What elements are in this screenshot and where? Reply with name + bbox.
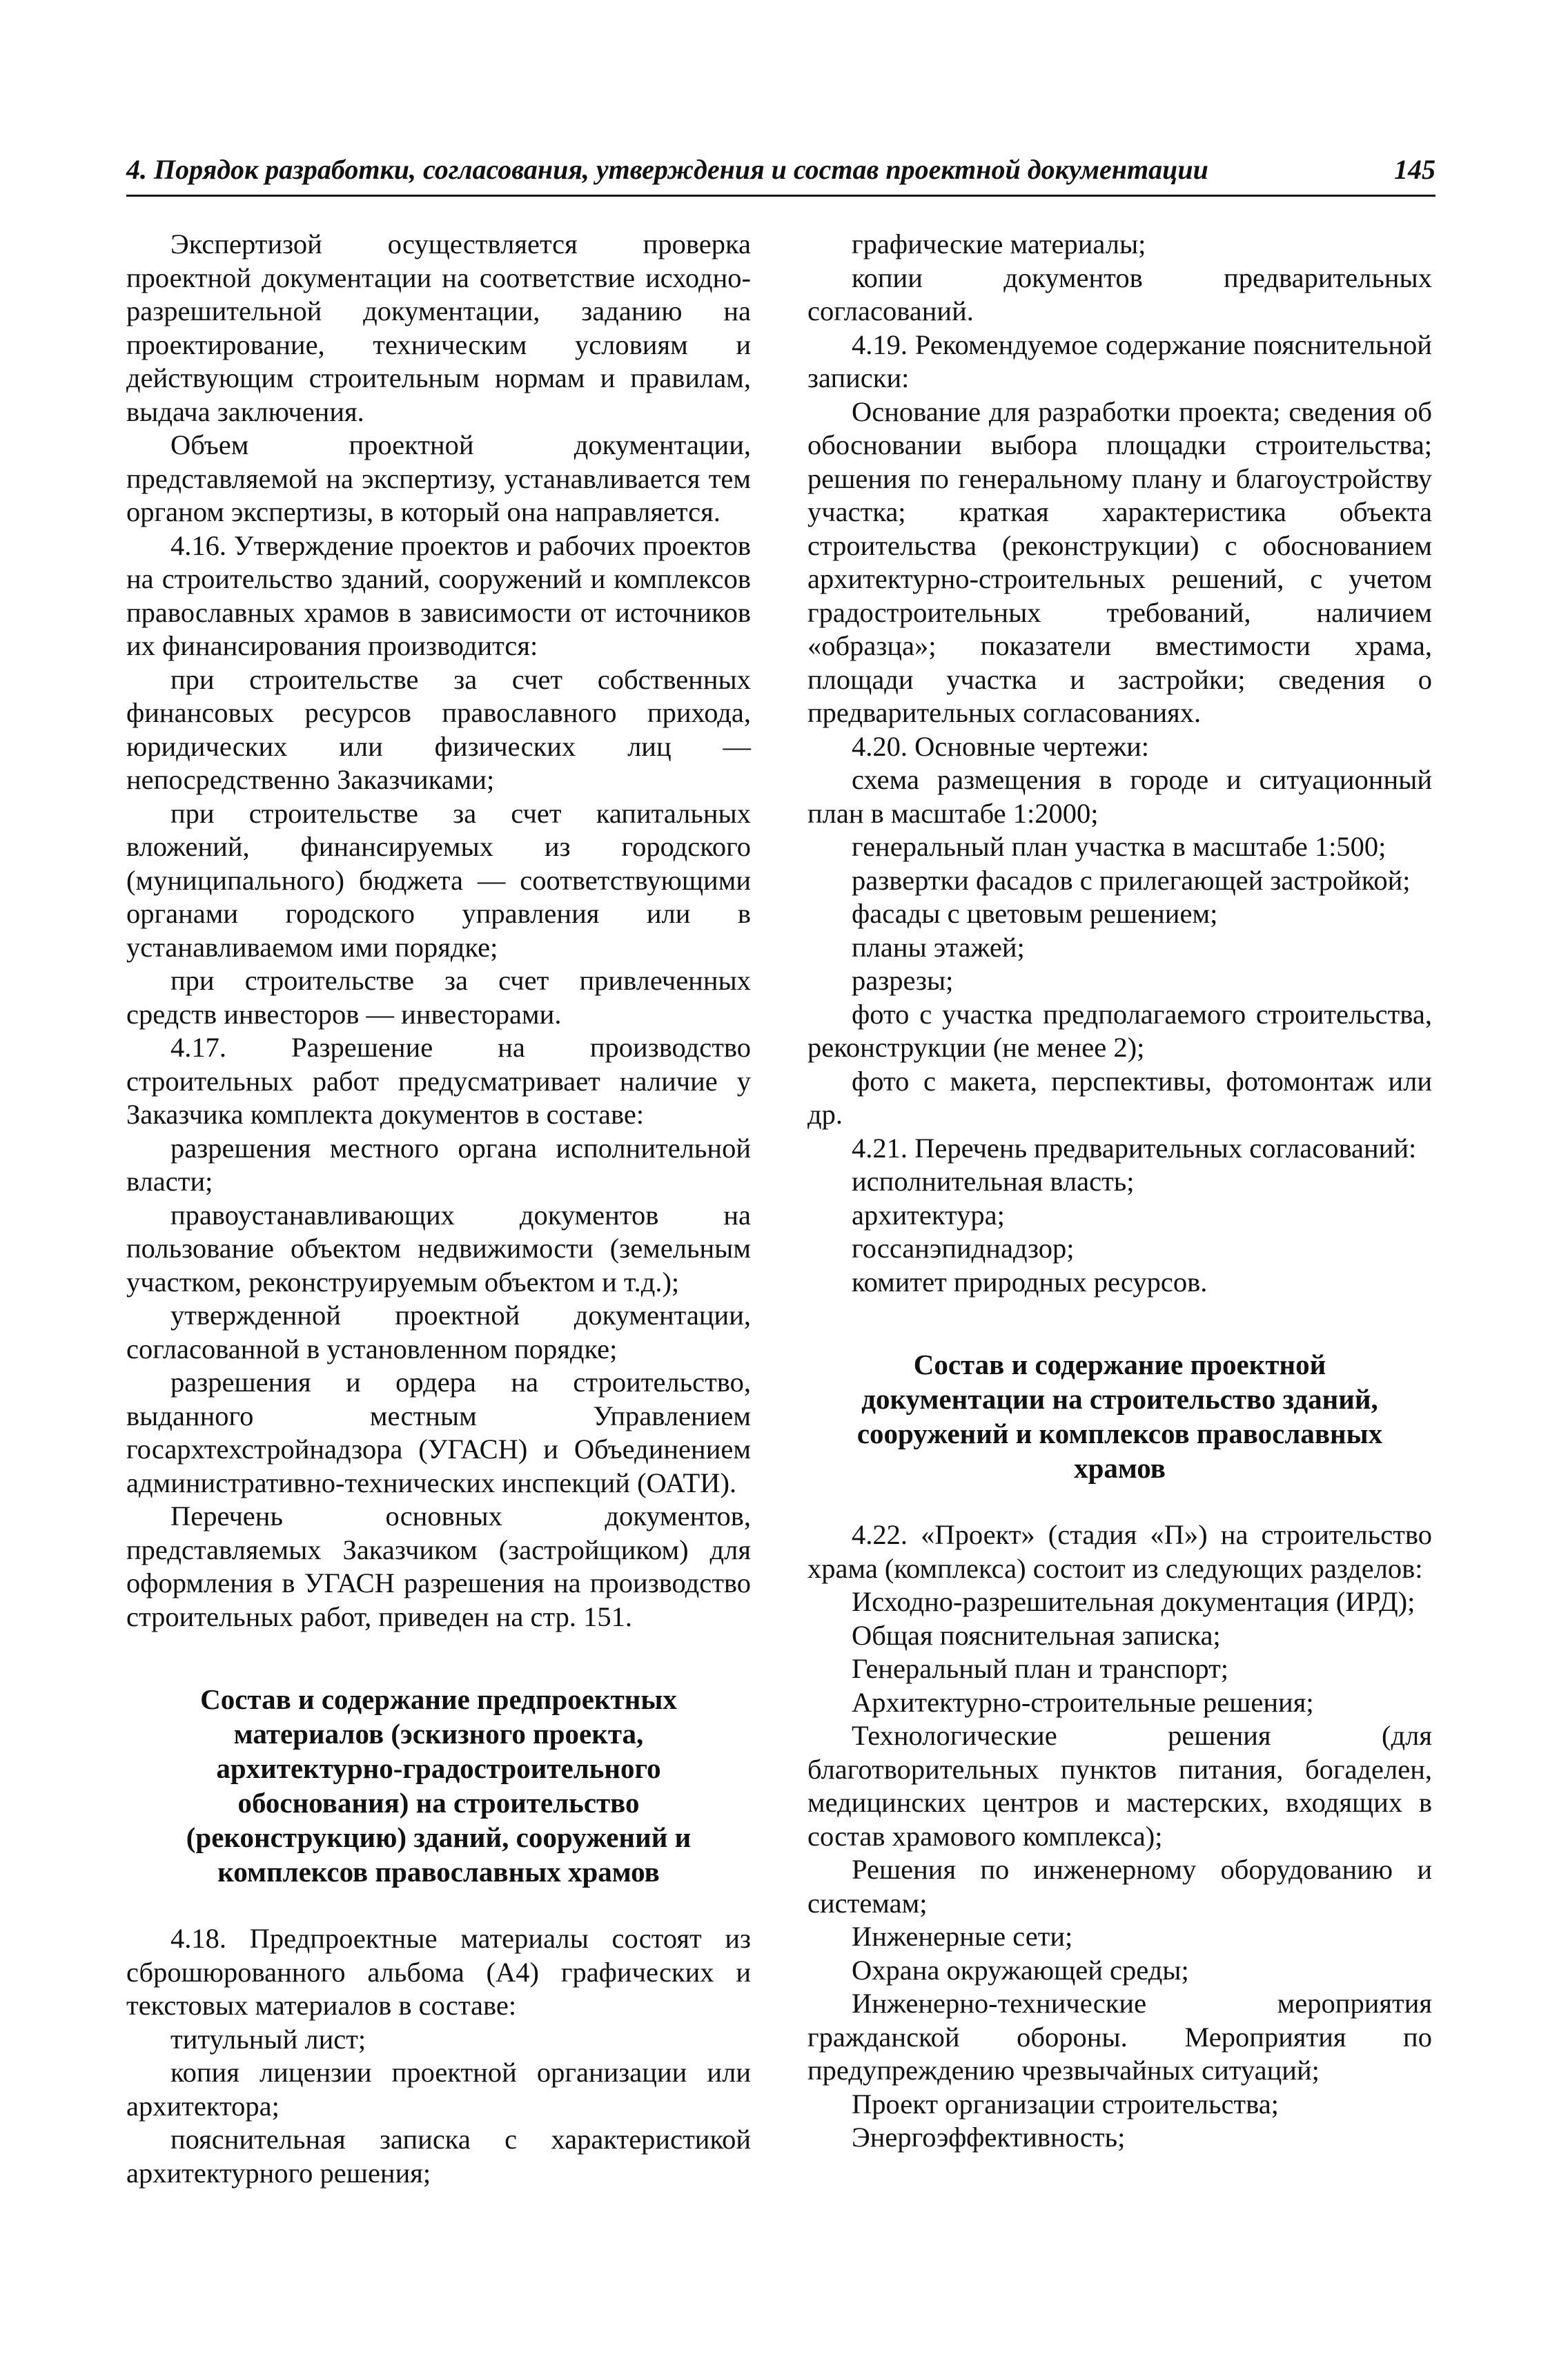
paragraph: Объем проектной документации, представляемой на экспертизу, устанавливается тем органом экспертизы, в который она направляется.: [126, 429, 751, 527]
paragraph: Технологические решения (для благотворительных пунктов питания, богаделен, медицинских центров и мастерских, входящих в состав храмового комплекса);: [807, 1720, 1432, 1852]
paragraph: Генеральный план и транспорт;: [852, 1653, 1229, 1684]
paragraph: копия лицензии проектной организации или архитектора;: [126, 2057, 751, 2122]
right-column: [807, 228, 1432, 2155]
paragraph: при строительстве за счет собственных финансовых ресурсов православного прихода, юридических или физических лиц — непосредственно Заказчиками;: [126, 663, 751, 795]
paragraph: 4.21. Перечень предварительных согласований:: [852, 1132, 1417, 1164]
paragraph: копии документов предварительных согласований.: [807, 262, 1432, 326]
paragraph: 4.22. «Проект» (стадия «П») на строительство храма (комплекса) состоит из следующих разделов:: [807, 1519, 1432, 1584]
paragraph: фасады с цветовым решением;: [852, 898, 1218, 929]
paragraph: Охрана окружающей среды;: [852, 1954, 1189, 1986]
paragraph: разрешения и ордера на строительство, выданного местным Управлением госархтехстройнадзора (УГАСН) и Объединением административно-технических инспекций (ОАТИ).: [126, 1367, 751, 1498]
paragraph: генеральный план участка в масштабе 1:500;: [852, 831, 1386, 862]
paragraph: фото с макета, перспективы, фотомонтаж или др.: [807, 1065, 1432, 1130]
paragraph: Энергоэффективность;: [852, 2122, 1126, 2153]
paragraph: Инженерные сети;: [852, 1921, 1073, 1952]
paragraph: Решения по инженерному оборудованию и системам;: [807, 1854, 1432, 1919]
paragraph: Исходно-разрешительная документация (ИРД);: [852, 1586, 1415, 1617]
paragraph: исполнительная власть;: [852, 1166, 1135, 1197]
paragraph: Проект организации строительства;: [852, 2088, 1279, 2120]
page-number: 145: [1394, 154, 1435, 185]
paragraph: 4.17. Разрешение на производство строительных работ предусматривает наличие у Заказчика комплекта документов в составе:: [126, 1032, 751, 1130]
paragraph: правоустанавливающих документов на пользование объектом недвижимости (земельным участком, реконструируемым объектом и т.д.);: [126, 1199, 751, 1298]
paragraph: архитектура;: [852, 1199, 1005, 1231]
header-rule: [126, 195, 1435, 197]
paragraph: Основание для разработки проекта; сведения об обосновании выбора площадки строительства; решения по генеральному плану и благоустройству участка; краткая характеристика объекта строительства (реконструкции) с обоснованием архитектурно-строительных решений, с учетом градостроительных требований, наличием «образца»; показатели вместимости храма, площади участка и застройки; сведения о предварительных согласованиях.: [807, 395, 1432, 728]
paragraph: графические материалы;: [852, 228, 1146, 260]
paragraph: Архитектурно-строительные решения;: [852, 1686, 1314, 1718]
paragraph: комитет природных ресурсов.: [852, 1266, 1208, 1298]
paragraph: Инженерно-технические мероприятия гражданской обороны. Мероприятия по предупреждению чрезвычайных ситуаций;: [807, 1988, 1432, 2086]
left-column: [126, 228, 751, 2190]
running-head: [126, 153, 1435, 186]
paragraph: Общая пояснительная записка;: [852, 1619, 1221, 1651]
paragraph: 4.20. Основные чертежи:: [852, 730, 1150, 762]
paragraph: развертки фасадов с прилегающей застройкой;: [852, 864, 1411, 896]
running-title: 4. Порядок разработки, согласования, утверждения и состав проектной документации: [126, 154, 1208, 185]
paragraph: при строительстве за счет привлеченных средств инвесторов — инвесторами.: [126, 965, 751, 1030]
paragraph: при строительстве за счет капитальных вложений, финансируемых из городского (муниципального) бюджета — соответствующими органами городского управления или в устанавливаемом ими порядке;: [126, 797, 751, 963]
paragraph: Экспертизой осуществляется проверка проектной документации на соответствие исходно-разрешительной документации, заданию на проектирование, техническим условиям и действующим строительным нормам и правилам, выдача заключения.: [126, 228, 751, 427]
paragraph: 4.18. Предпроектные материалы состоят из сброшюрованного альбома (А4) графических и текстовых материалов в составе:: [126, 1923, 751, 2021]
paragraph: разрезы;: [852, 965, 954, 996]
paragraph: фото с участка предполагаемого строительства, реконструкции (не менее 2);: [807, 998, 1432, 1063]
paragraph: 4.19. Рекомендуемое содержание пояснительной записки:: [807, 329, 1432, 393]
paragraph: 4.16. Утверждение проектов и рабочих проектов на строительство зданий, сооружений и комплексов православных храмов в зависимости от источников их финансирования производится:: [126, 529, 751, 661]
paragraph: госсанэпиднадзор;: [852, 1233, 1075, 1264]
paragraph: утвержденной проектной документации, согласованной в установленном порядке;: [126, 1300, 751, 1364]
paragraph: разрешения местного органа исполнительной власти;: [126, 1132, 751, 1197]
paragraph: титульный лист;: [170, 2023, 366, 2055]
paragraph: планы этажей;: [852, 931, 1025, 963]
paragraph: схема размещения в городе и ситуационный план в масштабе 1:2000;: [807, 764, 1432, 829]
paragraph: пояснительная записка с характеристикой архитектурного решения;: [126, 2124, 751, 2189]
section-heading: Состав и содержание предпроектных материалов (эскизного проекта, архитектурно-градостроительного обоснования) на строительство (реконструкцию) зданий, сооружений и комплексов православных храмов: [186, 1683, 692, 1888]
section-heading: Состав и содержание проектной документации на строительство зданий, сооружений и комплексов православных храмов: [856, 1349, 1383, 1484]
paragraph: Перечень основных документов, представляемых Заказчиком (застройщиком) для оформления в УГАСН разрешения на производство строительных работ, приведен на стр. 151.: [126, 1500, 751, 1632]
